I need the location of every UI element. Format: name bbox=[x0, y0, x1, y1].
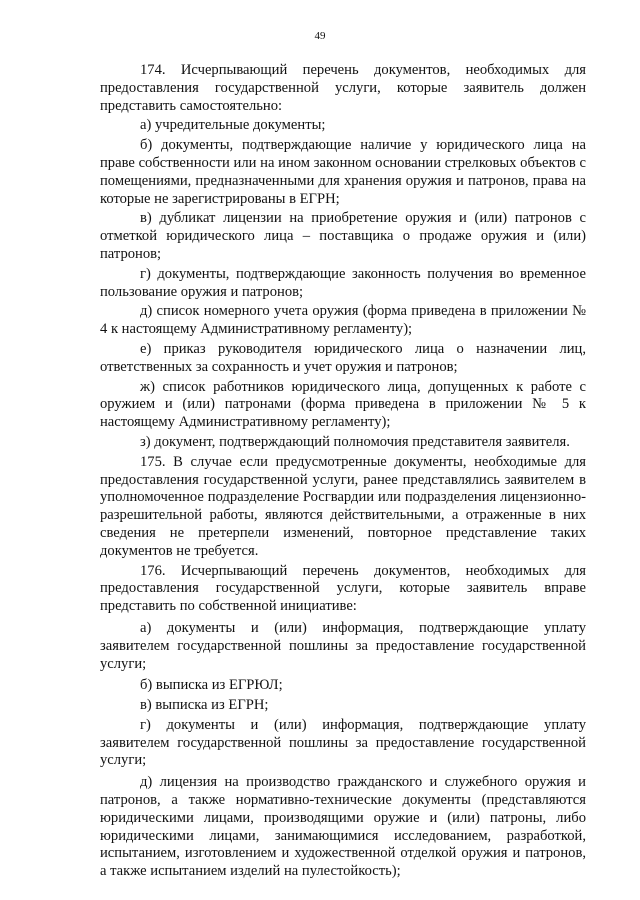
list-item-v-2: в) выписка из ЕГРН; bbox=[140, 697, 269, 714]
list-item-d: д) список номерного учета оружия (форма приведена в приложении № 4 к настоящему Административному регламенту); bbox=[100, 303, 586, 338]
list-item-v: в) дубликат лицензии на приобретение оружия и (или) патронов с отметкой юридического лица – поставщика о продаже оружия и (или) патронов; bbox=[100, 210, 586, 262]
list-item-zh: ж) список работников юридического лица, допущенных к работе с оружием и (или) патронами (форма приведена в приложении № 5 к настоящему Административному регламенту); bbox=[100, 378, 586, 431]
list-item-a: а) учредительные документы; bbox=[140, 117, 326, 134]
list-item-d-2: д) лицензия на производство гражданского и служебного оружия и патронов, а также нормативно-технические документы (представляются юридическими лицами, производящими оружие и (или) патроны, либо юридическими лицами, занимающимися исследованием, разработкой, испытанием, изготовлением и художественной отделкой оружия и патронов, а также испытанием изделий на пулестойкость); bbox=[100, 774, 586, 880]
list-item-g-2: г) документы и (или) информация, подтверждающие уплату заявителем государственной пошлины за предоставление государственной услуги; bbox=[100, 716, 586, 769]
list-item-e: е) приказ руководителя юридического лица о назначении лиц, ответственных за сохранность и учет оружия и патронов; bbox=[100, 340, 586, 375]
list-item-a-2: а) документы и (или) информация, подтверждающие уплату заявителем государственной пошлины за предоставление государственной услуги; bbox=[100, 619, 586, 672]
list-item-b: б) документы, подтверждающие наличие у юридического лица на праве собственности или на ином законном основании стрелковых объектов с помещениями, предназначенными для хранения оружия и патронов, права на которые не зарегистрированы в ЕГРН; bbox=[100, 137, 586, 207]
document-body bbox=[100, 62, 586, 881]
page-number: 49 bbox=[314, 30, 326, 42]
list-item-z: з) документ, подтверждающий полномочия представителя заявителя. bbox=[140, 433, 570, 450]
list-item-b-2: б) выписка из ЕГРЮЛ; bbox=[140, 677, 283, 694]
paragraph-174: 174. Исчерпывающий перечень документов, необходимых для предоставления государственной услуги, которые заявитель должен представить самостоятельно: bbox=[100, 62, 586, 114]
list-item-g: г) документы, подтверждающие законность получения во временное пользование оружия и патронов; bbox=[100, 265, 586, 300]
paragraph-176: 176. Исчерпывающий перечень документов, необходимых для предоставления государственной услуги, которые заявитель вправе представить по собственной инициативе: bbox=[100, 562, 586, 615]
paragraph-175: 175. В случае если предусмотренные документы, необходимые для предоставления государственной услуги, ранее представлялись заявителем в уполномоченное подразделение Росгвардии или подразделения лицензионно-разрешительной работы, являются действительными, а отраженные в них сведения не претерпели изменений, повторное представление таких документов не требуется. bbox=[100, 453, 586, 559]
